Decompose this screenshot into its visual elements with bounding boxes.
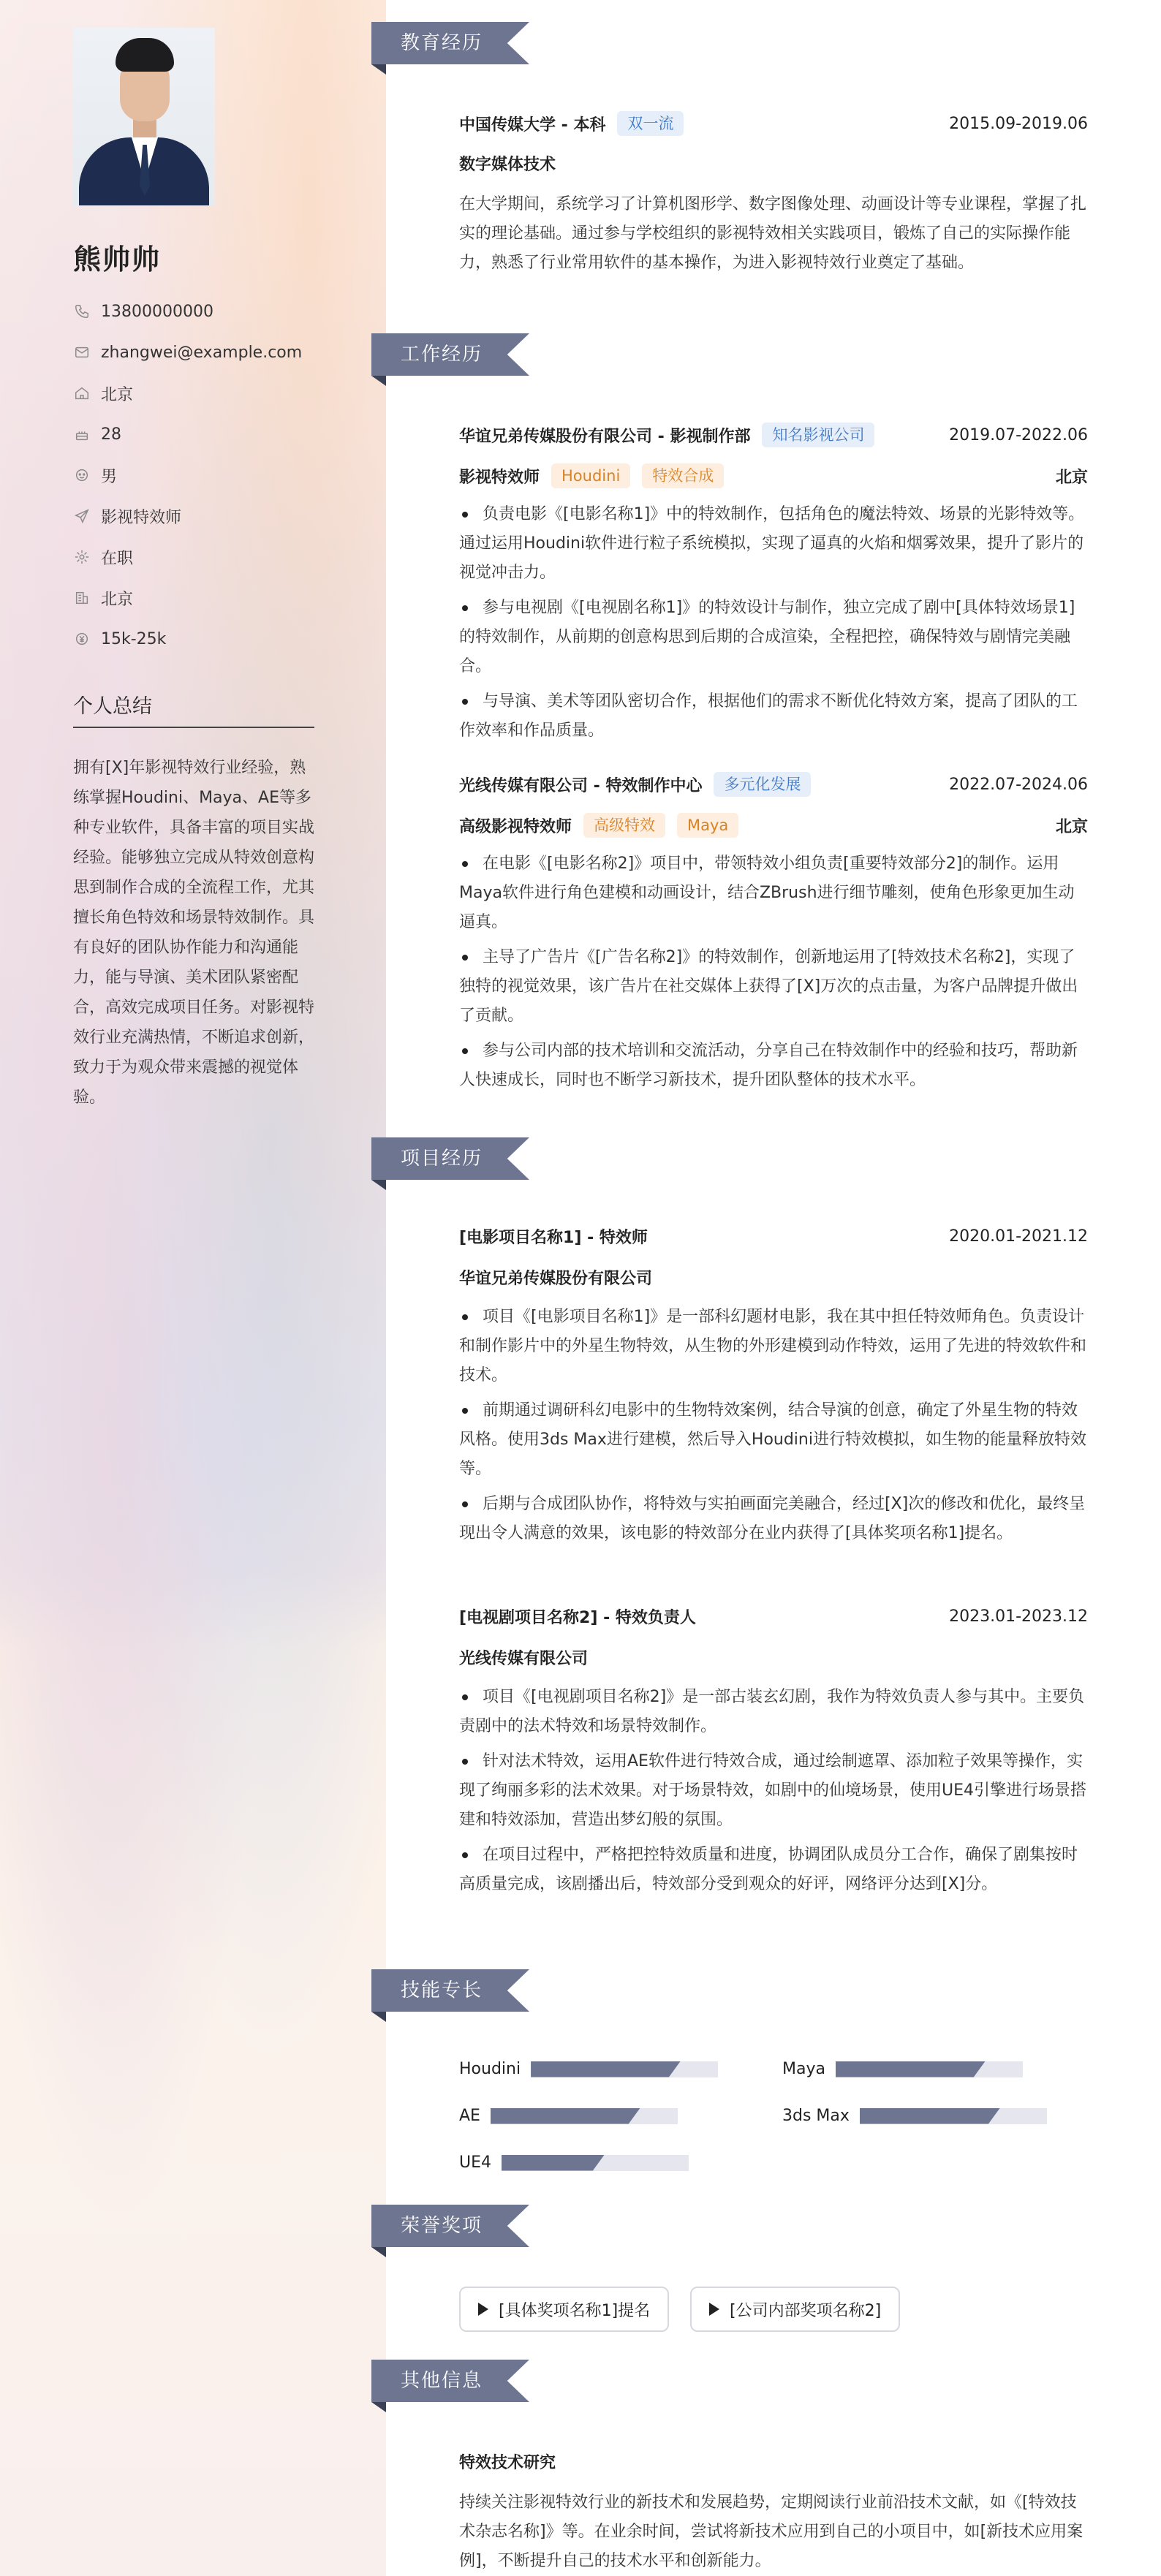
- award-badge: [690, 2287, 900, 2332]
- company-name: 光线传媒有限公司 - 特效制作中心: [459, 776, 703, 795]
- project-2-bullets: [459, 1683, 1089, 1905]
- education-row: [459, 111, 1088, 136]
- list-item: 负责电影《[电影名称1]》中的特效制作，包括角色的魔法特效、场景的光影特效等。通过运用Houdini软件进行粒子系统模拟，实现了逼真的火焰和烟雾效果，提升了影片的视觉冲击力。: [459, 500, 1089, 588]
- major: 数字媒体技术: [459, 156, 556, 174]
- list-item: 前期通过调研科幻电影中的生物特效案例，结合导演的创意，确定了外星生物的特效风格。使用3ds Max进行建模，然后导入Houdini进行特效模拟，如生物的能量释放特效等。: [459, 1396, 1089, 1484]
- skill-bar-fill: [491, 2108, 640, 2124]
- email-text: zhangwei@example.com: [101, 343, 303, 362]
- work-date: 2022.07-2024.06: [949, 775, 1088, 794]
- company-name: 华谊兄弟传媒股份有限公司 - 影视制作部: [459, 427, 751, 446]
- skill-maya: [782, 2060, 1023, 2078]
- company-tag: 知名影视公司: [762, 423, 874, 447]
- work-date: 2019.07-2022.06: [949, 425, 1088, 444]
- section-header-work: [371, 333, 529, 376]
- status-icon: [73, 548, 91, 566]
- work-2-header: [459, 772, 1088, 797]
- award-name: [公司内部奖项名称2]: [730, 2301, 882, 2320]
- skill-name: UE4: [459, 2153, 491, 2172]
- skill-bar: [860, 2108, 1047, 2124]
- major-row: [459, 152, 1088, 175]
- salary-row: [73, 618, 302, 659]
- work-2-bullets: [459, 849, 1089, 1101]
- summary-divider: [73, 727, 314, 728]
- role-tag: Houdini: [551, 463, 630, 488]
- school-tag: 双一流: [617, 111, 684, 136]
- location-text: 北京: [101, 385, 134, 404]
- skill-3dsmax: [782, 2107, 1047, 2125]
- project-company: 光线传媒有限公司: [459, 1650, 589, 1668]
- project-date: 2023.01-2023.12: [949, 1607, 1088, 1626]
- summary-text: 拥有[X]年影视特效行业经验，熟练掌握Houdini、Maya、AE等多种专业软件，具备丰富的项目实战经验。能够独立完成从特效创意构思到制作合成的全流程工作，尤其擅长角色特效和场景特效制作。具有良好的团队协作能力和沟通能力，能与导演、美术团队紧密配合，高效完成项目任务。对影视特效行业充满热情，不断追求创新，致力于为观众带来震撼的视觉体验。: [73, 759, 315, 1107]
- list-item: 参与电视剧《[电视剧名称1]》的特效设计与制作，独立完成了剧中[具体特效场景1]的特效制作，从前期的创意构思到后期的合成渲染，全程把控，确保特效与剧情完美融合。: [459, 594, 1089, 681]
- list-item: 在项目过程中，严格把控特效质量和进度，协调团队成员分工合作，确保了剧集按时高质量完成，该剧播出后，特效部分受到观众的好评，网络评分达到[X]分。: [459, 1841, 1089, 1899]
- section-title: 荣誉奖项: [401, 2215, 483, 2237]
- gender-icon: [73, 466, 91, 484]
- status-text: 在职: [101, 549, 134, 568]
- job-title: 高级影视特效师: [459, 817, 572, 836]
- section-header-skills: [371, 1969, 529, 2012]
- skill-name: AE: [459, 2107, 480, 2125]
- skill-bar: [836, 2061, 1023, 2077]
- list-item: 与导演、美术等团队密切合作，根据他们的需求不断优化特效方案，提高了团队的工作效率和作品质量。: [459, 687, 1089, 746]
- skill-houdini: [459, 2060, 718, 2078]
- list-item: 项目《[电影项目名称1]》是一部科幻题材电影，我在其中担任特效师角色。负责设计和制作影片中的外星生物特效，从生物的外形建模到动作特效，运用了先进的特效软件和技术。: [459, 1303, 1089, 1390]
- skill-bar-fill: [531, 2061, 681, 2077]
- phone-row: [73, 291, 302, 332]
- target-city-row: [73, 577, 302, 618]
- section-title: 教育经历: [401, 32, 483, 54]
- gender-row: [73, 455, 302, 496]
- building-icon: [73, 589, 91, 607]
- project-title: [电视剧项目名称2] - 特效负责人: [459, 1609, 696, 1627]
- list-item: 后期与合成团队协作，将特效与实拍画面完美融合，经过[X]次的修改和优化，最终呈现出令人满意的效果，该电影的特效部分在业内获得了[具体奖项名称1]提名。: [459, 1490, 1089, 1548]
- section-header-honors: [371, 2205, 529, 2247]
- salary-text: 15k-25k: [101, 629, 167, 648]
- position-text: 影视特效师: [101, 508, 182, 527]
- work-2-role: [459, 813, 1088, 838]
- section-title: 技能专长: [401, 1980, 483, 2001]
- section-title: 项目经历: [401, 1148, 483, 1170]
- section-title: 其他信息: [401, 2370, 483, 2392]
- status-row: [73, 537, 302, 577]
- send-icon: [73, 507, 91, 525]
- profile-photo: [73, 28, 215, 205]
- list-item: 主导了广告片《[广告名称2]》的特效制作，创新地运用了[特效技术名称2]，实现了独特的视觉效果，该广告片在社交媒体上获得了[X]万次的点击量，为客户品牌提升做出了贡献。: [459, 943, 1089, 1031]
- section-header-education: [371, 22, 529, 64]
- education-date: 2015.09-2019.06: [949, 114, 1088, 133]
- role-tag: 高级特效: [583, 813, 665, 838]
- age-icon: [73, 425, 91, 443]
- section-header-other: [371, 2360, 529, 2402]
- skill-bar-fill: [860, 2108, 1000, 2124]
- work-1-bullets: [459, 500, 1089, 751]
- age-text: 28: [101, 425, 121, 444]
- other-description: 持续关注影视特效行业的新技术和发展趋势，定期阅读行业前沿技术文献，如《[特效技术杂志名称]》等。在业余时间，尝试将新技术应用到自己的小项目中，如[新技术应用案例]，不断提升自己的技术水平和创新能力。: [459, 2493, 1084, 2570]
- target-city-text: 北京: [101, 590, 134, 609]
- list-item: 针对法术特效，运用AE软件进行特效合成，通过绘制遮罩、添加粒子效果等操作，实现了绚丽多彩的法术效果。对于场景特效，如剧中的仙境场景，使用UE4引擎进行场景搭建和特效添加，营造出梦幻般的氛围。: [459, 1747, 1089, 1835]
- skill-name: Houdini: [459, 2060, 521, 2078]
- award-badge: [459, 2287, 669, 2332]
- list-item: 项目《[电视剧项目名称2]》是一部古装玄幻剧，我作为特效负责人参与其中。主要负责剧中的法术特效和场景特效制作。: [459, 1683, 1089, 1741]
- skill-bar-fill: [836, 2061, 986, 2077]
- mail-icon: [73, 344, 91, 361]
- location-row: [73, 373, 302, 414]
- role-tag: Maya: [677, 813, 738, 838]
- skill-name: Maya: [782, 2060, 825, 2078]
- skill-ue4: [459, 2153, 689, 2172]
- project-1-bullets: [459, 1303, 1089, 1554]
- list-item: 在电影《[电影名称2]》项目中，带领特效小组负责[重要特效部分2]的制作。运用Maya软件进行角色建模和动画设计，结合ZBrush进行细节雕刻，使角色形象更加生动逼真。: [459, 849, 1089, 937]
- summary-title: 个人总结: [73, 695, 152, 718]
- project-company: 华谊兄弟传媒股份有限公司: [459, 1270, 653, 1288]
- play-icon: [478, 2303, 488, 2316]
- project-date: 2020.01-2021.12: [949, 1227, 1088, 1246]
- role-tag: 特效合成: [642, 463, 724, 488]
- company-tag: 多元化发展: [714, 772, 811, 797]
- award-name: [具体奖项名称1]提名: [499, 2301, 651, 2320]
- play-icon: [709, 2303, 719, 2316]
- school-name: 中国传媒大学 - 本科: [459, 115, 606, 135]
- sidebar: [0, 0, 386, 2576]
- list-item: 参与公司内部的技术培训和交流活动，分享自己在特效制作中的经验和技巧，帮助新人快速成长，同时也不断学习新技术，提升团队整体的技术水平。: [459, 1037, 1089, 1095]
- skill-name: 3ds Max: [782, 2107, 850, 2125]
- position-row: [73, 496, 302, 537]
- home-icon: [73, 384, 91, 402]
- project-2-header: [459, 1605, 1088, 1628]
- other-title: 特效技术研究: [459, 2454, 556, 2472]
- skill-bar: [502, 2155, 689, 2171]
- section-title: 工作经历: [401, 344, 483, 365]
- skill-bar: [531, 2061, 718, 2077]
- section-header-projects: [371, 1137, 529, 1180]
- project-1-header: [459, 1225, 1088, 1248]
- salary-icon: [73, 630, 91, 648]
- person-name: 熊帅帅: [73, 243, 162, 276]
- contact-info: [73, 291, 302, 659]
- project-1-company-row: [459, 1266, 1088, 1289]
- phone-text: 13800000000: [101, 302, 213, 321]
- work-city: 北京: [1055, 468, 1088, 487]
- work-city: 北京: [1055, 817, 1088, 836]
- other-title-row: [459, 2450, 1088, 2473]
- project-title: [电影项目名称1] - 特效师: [459, 1229, 648, 1247]
- phone-icon: [73, 303, 91, 320]
- skill-bar: [491, 2108, 678, 2124]
- education-description: 在大学期间，系统学习了计算机图形学、数字图像处理、动画设计等专业课程，掌握了扎实的理论基础。通过参与学校组织的影视特效相关实践项目，锻炼了自己的实际操作能力，熟悉了行业常用软件的基本操作，为进入影视特效行业奠定了基础。: [459, 195, 1087, 272]
- skill-bar-fill: [502, 2155, 605, 2171]
- gender-text: 男: [101, 467, 118, 486]
- project-2-company-row: [459, 1646, 1088, 1669]
- work-1-header: [459, 423, 1088, 447]
- work-1-role: [459, 463, 1088, 488]
- job-title: 影视特效师: [459, 468, 540, 487]
- skill-ae: [459, 2107, 678, 2125]
- age-row: [73, 414, 302, 455]
- email-row: [73, 332, 302, 373]
